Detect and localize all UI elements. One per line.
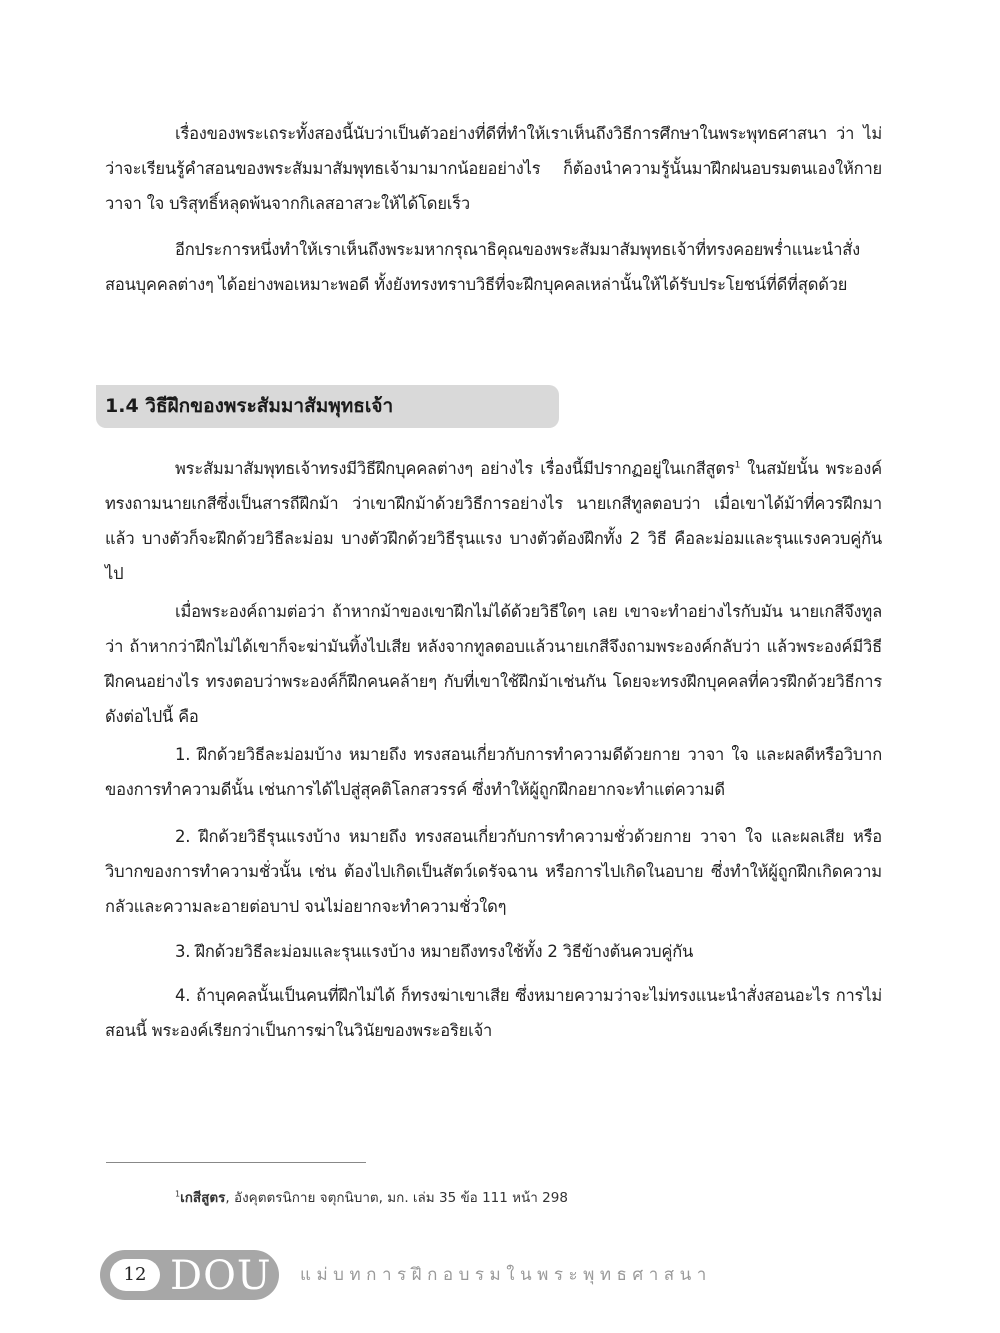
body-paragraph-2: อีกประการหนึ่งทำให้เราเห็นถึงพระมหากรุณาธิคุณของพระสัมมาสัมพุทธเจ้าที่ทรงคอยพร่ำแนะนำสั่งสอนบุคคลต่างๆ ได้อย่างพอเหมาะพอดี ทั้งยังทรงทราบวิธีที่จะฝึกบุคคลเหล่านั้นให้ได้รับประโยชน์ที่ดีที่สุดด้วย [105, 240, 860, 294]
list-item-2: 2. ฝึกด้วยวิธีรุนแรงบ้าง หมายถึง ทรงสอนเกี่ยวกับการทำความชั่วด้วยกาย วาจา ใจ และผลเสีย หรือวิบากของการทำความชั่วนั้น เช่น ต้องไปเกิดเป็นสัตว์เดรัจฉาน หรือการไปเกิดในอบาย ซึ่งทำให้ผู้ถูกฝึกเกิดความกลัวและความละอายต่อบาป จนไม่อยากจะทำความชั่วใดๆ [105, 827, 882, 916]
intro-text-after-ref: ในสมัยนั้น พระองค์ทรงถามนายเกสีซึ่งเป็นสารถีฝึกม้า ว่าเขาฝึกม้าด้วยวิธีการอย่างไร นายเกสีทูลตอบว่า เมื่อเขาได้ม้าที่ควรฝึกมาแล้ว บางตัวก็จะฝึกด้วยวิธีละม่อม บางตัวฝึกด้วยวิธีรุนแรง บางตัวต้องฝึกทั้ง 2 วิธี คือละม่อมและรุนแรงควบคู่กันไป [105, 459, 882, 583]
footnote [175, 1187, 875, 1209]
footnote-title: เกสีสูตร [180, 1190, 226, 1206]
footnote-marker: 1 [175, 1189, 181, 1199]
list-item-3: 3. ฝึกด้วยวิธีละม่อมและรุนแรงบ้าง หมายถึงทรงใช้ทั้ง 2 วิธีข้างต้นควบคู่กัน [175, 942, 694, 961]
list-item-4: 4. ถ้าบุคคลนั้นเป็นคนที่ฝึกไม่ได้ ก็ทรงฆ่าเขาเสีย ซึ่งหมายความว่าจะไม่ทรงแนะนำสั่งสอนอะไร การไม่สอนนี้ พระองค์เรียกว่าเป็นการฆ่าในวินัยของพระอริยเจ้า [105, 986, 882, 1040]
body-paragraph-1: เรื่องของพระเถระทั้งสองนี้นับว่าเป็นตัวอย่างที่ดีที่ทำให้เราเห็นถึงวิธีการศึกษาในพระพุทธศาสนา ว่า ไม่ว่าจะเรียนรู้คำสอนของพระสัมมาสัมพุทธเจ้ามามากน้อยอย่างไร ก็ต้องนำความรู้นั้นมาฝึกฝนอบรมตนเองให้กาย วาจา ใจ บริสุทธิ์หลุดพ้นจากกิเลสอาสวะให้ได้โดยเร็ว [105, 124, 882, 213]
section-paragraph-2: เมื่อพระองค์ถามต่อว่า ถ้าหากม้าของเขาฝึกไม่ได้ด้วยวิธีใดๆ เลย เขาจะทำอย่างไรกับมัน นายเกสีจึงทูลว่า ถ้าหากว่าฝึกไม่ได้เขาก็จะฆ่ามันทิ้งไปเสีย หลังจากทูลตอบแล้วนายเกสีจึงถามพระองค์กลับว่า แล้วพระองค์มีวิธีฝึกคนอย่างไร ทรงตอบว่าพระองค์ก็ฝึกคนคล้ายๆ กับที่เขาใช้ฝึกม้าเช่นกัน โดยจะทรงฝึกบุคคลที่ควรฝึกด้วยวิธีการดังต่อไปนี้ คือ [105, 602, 882, 726]
footnote-divider [106, 1162, 366, 1163]
list-item-1: 1. ฝึกด้วยวิธีละม่อมบ้าง หมายถึง ทรงสอนเกี่ยวกับการทำความดีด้วยกาย วาจา ใจ และผลดีหรือวิบากของการทำความดีนั้น เช่นการได้ไปสู่สุคติโลกสวรรค์ ซึ่งทำให้ผู้ถูกฝึกอยากจะทำแต่ความดี [105, 745, 882, 799]
footnote-reference: 1 [734, 460, 741, 471]
running-title: แม่บทการฝึกอบรมในพระพุทธศาสนา [300, 1265, 712, 1285]
section-intro-paragraph [105, 451, 882, 591]
footer-badge [100, 1250, 279, 1300]
footnote-citation: , อังคุตตรนิกาย จตุกนิบาต, มก. เล่ม 35 ข้อ 111 หน้า 298 [225, 1190, 568, 1206]
brand-logo: DOU [170, 1253, 272, 1299]
page-number: 12 [110, 1259, 160, 1291]
section-heading: 1.4 วิธีฝึกของพระสัมมาสัมพุทธเจ้า [96, 385, 559, 428]
intro-text-before-ref: พระสัมมาสัมพุทธเจ้าทรงมีวิธีฝึกบุคคลต่างๆ อย่างไร เรื่องนี้มีปรากฏอยู่ในเกสีสูตร [175, 459, 735, 478]
